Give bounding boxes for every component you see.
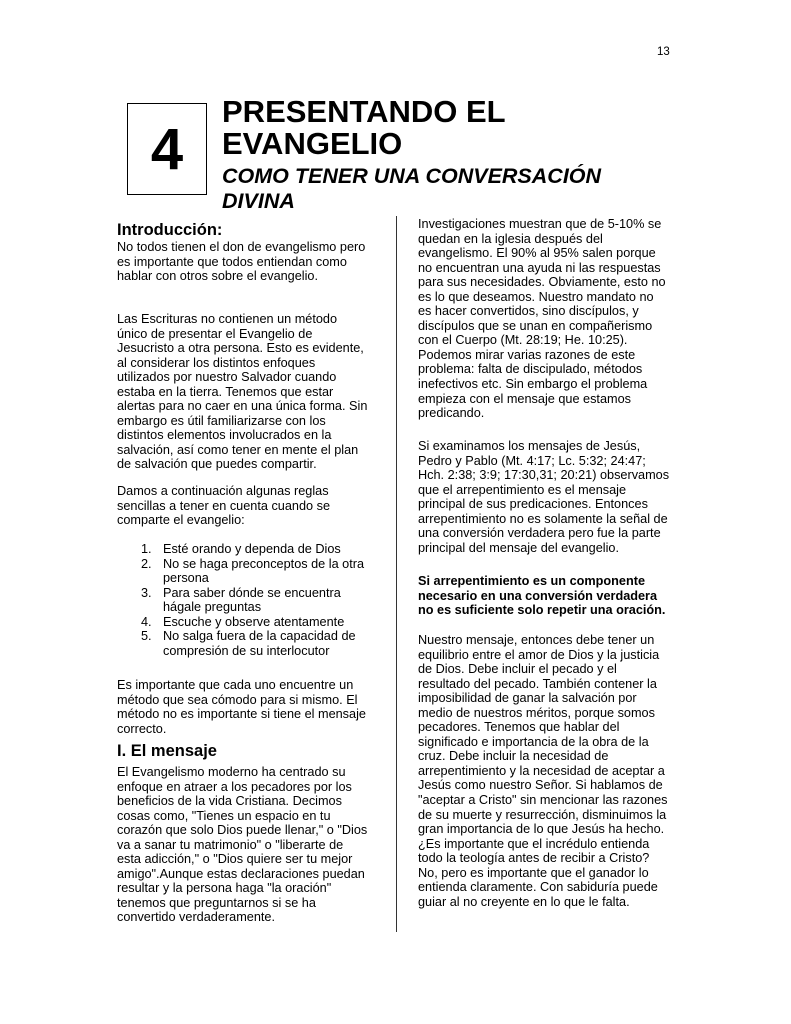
list-number: 5. [141,629,152,644]
list-item [141,557,391,586]
chapter-title: PRESENTANDO EL EVANGELIO [222,94,506,161]
right-paragraph-3: Nuestro mensaje, entonces debe tener un equilibrio entre el amor de Dios y la justicia de Dios. Debe incluir el pecado y el resultado del pecado. También contener la imposibilidad de ganar la salvación por medio de nuestros méritos, porque somos pecadores. Tenemos que hablar del significado e importancia de la obra de la cruz. Debe incluir la necesidad de arrepentimiento y la necesidad de aceptar a Jesús como nuestro Señor. Si hablamos de "aceptar a Cristo" sin mencionar las razones de su muerte y resurrección, disminuimos la gran importancia de lo que Jesús ha hecho. ¿Es importante que el incrédulo entienda todo la teología antes de recibir a Cristo? No, pero es importante que el ganador lo entienda claramente. Con sabiduría puede guiar al no creyente en lo que le falta. [418,633,668,909]
bold-statement: Si arrepentimiento es un componente necesario en una conversión verdadera no es suficiente solo repetir una oración. [418,574,666,618]
list-text: Escuche y observe atentamente [163,614,345,629]
list-item [141,629,391,658]
list-number: 4. [141,614,152,629]
list-number: 3. [141,585,152,600]
list-text: No salga fuera de la capacidad de compresión de su interlocutor [163,629,356,658]
rules-list [141,542,391,658]
right-paragraph-2: Si examinamos los mensajes de Jesús, Pedro y Pablo (Mt. 4:17; Lc. 5:32; 24:47; Hch. 2:38; 3:9; 17:30,31; 20:21) observamos que el arrepentimiento es el mensaje principal de sus predicaciones. Entonces arrepentimiento no es solamente la señal de una conversión verdadera pero fue la parte principal del mensaje del evangelio. [418,439,670,555]
section-heading: I. El mensaje [117,742,217,760]
list-text: Esté orando y dependa de Dios [163,542,341,556]
list-number: 1. [141,542,152,556]
intro-paragraph-1: No todos tienen el don de evangelismo pero es importante que todos entiendan como hablar con otros sobre el evangelio. [117,240,366,284]
intro-paragraph-3: Damos a continuación algunas reglas sencillas a tener en cuenta cuando se comparte el evangelio: [117,484,331,528]
intro-paragraph-2: Las Escrituras no contienen un método único de presentar el Evangelio de Jesucristo a otra persona. Esto es evidente, al considerar los distintos enfoques utilizados por nuestro Salvador cuando estaba en la tierra. Tenemos que estar alertas para no caer en una única forma. Sin embargo es útil familiarizarse con los distintos elementos involucrados en la salvación, así como tener en mente el plan de salvación que puedes compartir. [117,312,368,472]
message-paragraph-1: El Evangelismo moderno ha centrado su enfoque en atraer a los pecadores por los beneficios de la vida Cristiana. Decimos cosas como, "Tienes un espacio en tu corazón que solo Dios puede llenar," o "Dios va a sanar tu matrimonio" o "liberarte de esta adicción," o "Dios quiere ser tu mejor amigo".Aunque estas declaraciones puedan resultar y la persona haga "la oración" tenemos que preguntarnos si se ha convertido verdaderamente. [117,765,368,925]
intro-paragraph-4: Es importante que cada uno encuentre un método que sea cómodo para si mismo. El método no es importante si tiene el mensaje correcto. [117,678,366,736]
list-number: 2. [141,556,152,571]
intro-heading: Introducción: [117,221,223,239]
chapter-number-box [127,103,207,195]
list-text: Para saber dónde se encuentra hágale preguntas [163,585,341,615]
list-item [141,615,391,630]
chapter-number: 4 [150,116,184,182]
right-paragraph-1: Investigaciones muestran que de 5-10% se quedan en la iglesia después del evangelismo. El 90% al 95% salen porque no encuentran una ayuda ni las respuestas para sus necesidades. Obviamente, esto no es lo que deseamos. Nuestro mandato no es hacer convertidos, sino discípulos, y discípulos que se unan en compañerismo con el Cuerpo (Mt. 28:19; He. 10:25). Podemos mirar varias razones de este problema: falta de discipulado, métodos inefectivos etc. Sin embargo el problema empieza con el mensaje que estamos predicando. [418,217,666,421]
list-item [141,542,391,557]
page-number: 13 [657,46,670,58]
list-item [141,586,391,615]
column-divider [396,216,397,932]
list-text: No se haga preconceptos de la otra persona [163,556,365,586]
chapter-subtitle: COMO TENER UNA CONVERSACIÓN DIVINA [222,164,602,213]
